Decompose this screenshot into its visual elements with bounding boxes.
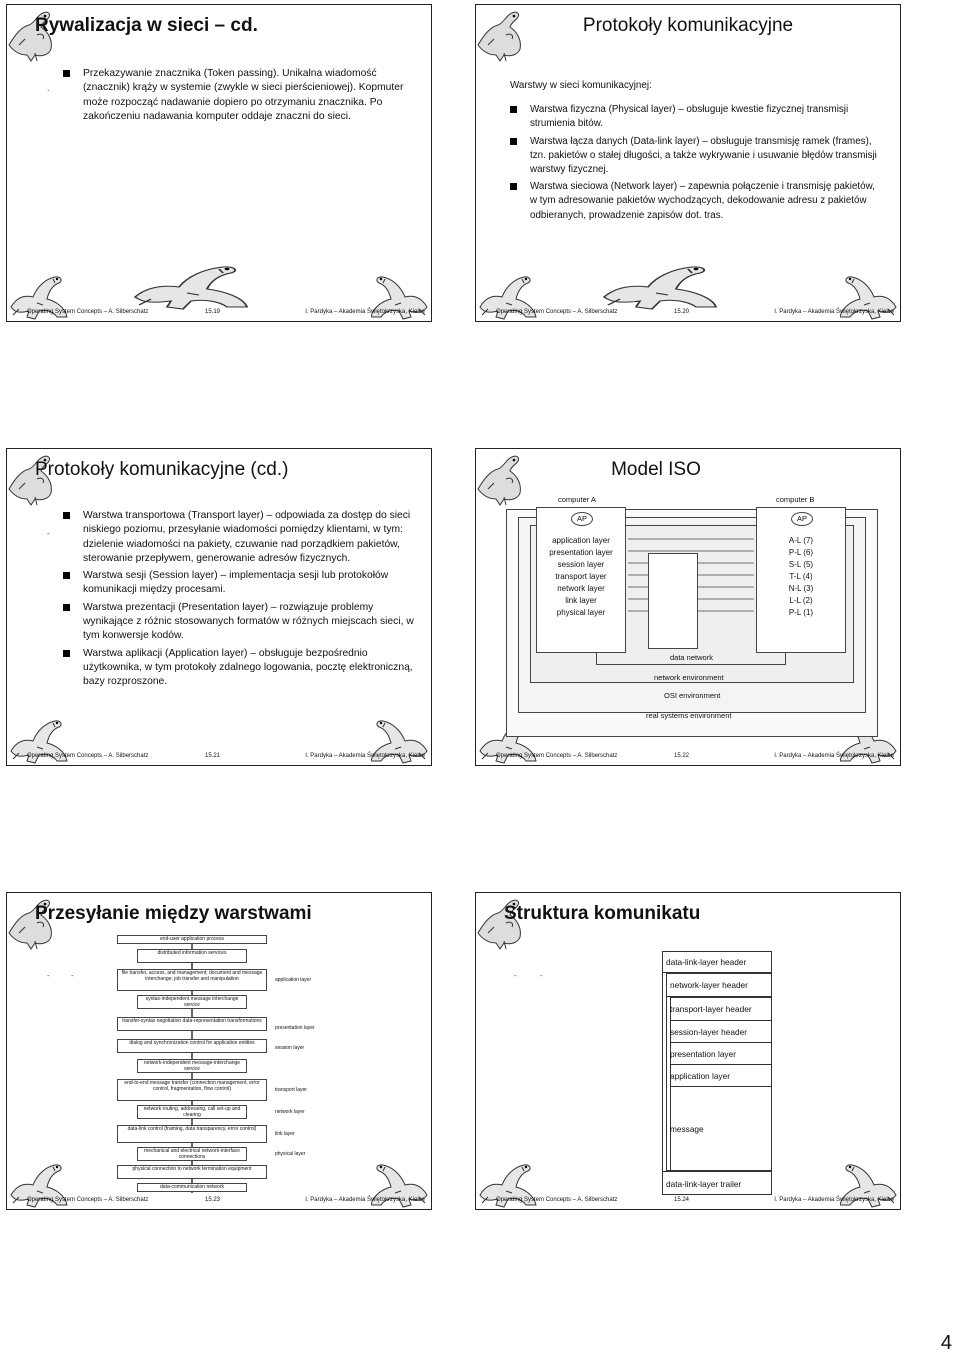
real-env-label: real systems environment xyxy=(646,711,732,720)
layer-box: physical connection to network termination equipment xyxy=(117,1165,267,1179)
footer-author: I. Pardyka – Akademia Świętokrzyska, Kielce xyxy=(305,1197,425,1203)
header-segment: transport-layer header xyxy=(670,997,772,1021)
message-structure xyxy=(662,951,772,1195)
bullet-item: Warstwa aplikacji (Application layer) – obsługuje bezpośrednio użytkownika, w tym protokoły zdalnego logowania, pocztę elektroniczną, bazy rozproszone. xyxy=(63,647,417,690)
slide-15-22 xyxy=(475,448,901,766)
ap-node: AP xyxy=(571,512,593,526)
bullet-item: Warstwa sieciowa (Network layer) – zapewnia połączenie i transmisję pakietów, w tym adresowanie pakietów wychodzących, dekodowanie adresu z pakietów odbieranych, prowadzenie zapisów dot. tras. xyxy=(510,180,880,223)
bullet-item: Warstwa fizyczna (Physical layer) – obsługuje kwestie fizycznej transmisji strumienia bitów. xyxy=(510,103,880,131)
header-segment: session-layer header xyxy=(670,1021,772,1043)
layer-label: A-L (7) xyxy=(788,536,814,545)
layer-name: application layer xyxy=(275,977,312,983)
slide-number: 15.20 xyxy=(674,309,690,315)
bullet-marker: - xyxy=(47,529,50,538)
data-network-box xyxy=(648,553,698,649)
layer-box: mechanical and electrical network-interface connections xyxy=(137,1147,247,1161)
layer-label: S-L (5) xyxy=(788,560,814,569)
layer-name: physical layer xyxy=(275,1151,306,1157)
slide-footer xyxy=(496,309,894,318)
footer-course: Operating System Concepts – A. Silberschatz xyxy=(496,1197,618,1203)
footer-author: I. Pardyka – Akademia Świętokrzyska, Kielce xyxy=(774,753,894,759)
layer-box: end-to-end message transfer (connection management, error control, fragmentation, flow control) xyxy=(117,1079,267,1101)
bullet-item: Warstwa prezentacji (Presentation layer) – rozwiązuje problemy wynikające z różnic stosowanych formatów w różnych miejscach sieci, w tym konwersje kodów. xyxy=(63,601,417,644)
slide-body xyxy=(510,79,880,226)
footer-author: I. Pardyka – Akademia Świętokrzyska, Kielce xyxy=(305,753,425,759)
footer-course: Operating System Concepts – A. Silberschatz xyxy=(27,309,149,315)
iso-model-diagram xyxy=(506,493,878,755)
slide-number: 15.19 xyxy=(205,309,221,315)
layer-label: L-L (2) xyxy=(789,596,813,605)
layer-box: data-link control (framing, data transparency, error control) xyxy=(117,1125,267,1143)
slide-footer xyxy=(27,1197,425,1206)
dinosaur-illustration xyxy=(127,251,257,311)
slide-footer xyxy=(27,309,425,318)
bullet-marker: - xyxy=(540,971,543,980)
layer-label: network layer xyxy=(557,584,605,593)
layer-name: link layer xyxy=(275,1131,295,1137)
bullet-item: Warstwa sesji (Session layer) – implementacja sesji lub protokołów komunikacji między procesami. xyxy=(63,569,417,598)
layer-label: presentation layer xyxy=(549,548,613,557)
dinosaur-illustration xyxy=(596,251,726,311)
layer-box: distributed information services xyxy=(137,949,247,963)
ap-node: AP xyxy=(791,512,813,526)
slide-title: Model ISO xyxy=(611,459,701,480)
layer-label: link layer xyxy=(565,596,597,605)
layer-name: session layer xyxy=(275,1045,305,1051)
slide-title: Rywalizacja w sieci – cd. xyxy=(35,15,258,36)
slide-number: 15.23 xyxy=(205,1197,221,1203)
footer-course: Operating System Concepts – A. Silberschatz xyxy=(27,753,149,759)
osi-env-label: OSI environment xyxy=(664,691,721,700)
bullet-item: Warstwa łącza danych (Data-link layer) – obsługuje transmisję ramek (frames), tzn. pakietów o stałej długości, a także wykrywanie i usuwanie błędów transmisji warstwy fizycznej. xyxy=(510,135,880,178)
slide-title: Przesyłanie między warstwami xyxy=(35,903,312,924)
footer-course: Operating System Concepts – A. Silberschatz xyxy=(496,309,618,315)
header-segment: application layer xyxy=(670,1065,772,1087)
bullet-marker: - xyxy=(514,971,517,980)
header-segment: presentation layer xyxy=(670,1043,772,1065)
message-segment: message xyxy=(670,1124,704,1134)
computer-b-label: computer B xyxy=(776,495,815,504)
footer-author: I. Pardyka – Akademia Świętokrzyska, Kielce xyxy=(305,309,425,315)
slide-footer xyxy=(496,753,894,762)
intro-text: Warstwy w sieci komunikacyjnej: xyxy=(510,80,652,91)
footer-course: Operating System Concepts – A. Silberschatz xyxy=(496,753,618,759)
header-segment: network-layer header xyxy=(666,973,772,997)
trailer-segment: data-link-layer trailer xyxy=(662,1171,772,1195)
layer-box: network-independent message-interchange service xyxy=(137,1059,247,1073)
layer-label: session layer xyxy=(557,560,605,569)
layer-label: P-L (1) xyxy=(788,608,814,617)
layer-box: data-communication network xyxy=(137,1183,247,1192)
page-number: 4 xyxy=(940,1332,952,1354)
bullet-item: Warstwa transportowa (Transport layer) – odpowiada za dostęp do sieci niskiego poziomu, przesyłanie wiadomości pomiędzy klientami, w tym: dzielenie wiadomości na pakiety, czuwanie nad porządkiem pakietów, sterowanie przepływem, generowanie adresów fizycznych. xyxy=(63,509,417,566)
layer-label: P-L (6) xyxy=(788,548,814,557)
layer-transfer-diagram xyxy=(117,935,417,1193)
slide-title: Protokoły komunikacyjne (cd.) xyxy=(35,459,289,480)
slide-footer xyxy=(496,1197,894,1206)
bullet-marker: - xyxy=(71,971,74,980)
layer-box: syntax-independent message interchange service xyxy=(137,995,247,1009)
layer-box: dialog and synchronization control for application entities xyxy=(117,1039,267,1053)
footer-author: I. Pardyka – Akademia Świętokrzyska, Kielce xyxy=(774,309,894,315)
slide-15-20 xyxy=(475,4,901,322)
network-env-label: network environment xyxy=(654,673,724,682)
layer-name: network layer xyxy=(275,1109,305,1115)
slide-15-23 xyxy=(6,892,432,1210)
footer-course: Operating System Concepts – A. Silberschatz xyxy=(27,1197,149,1203)
layer-label: application layer xyxy=(552,536,610,545)
slide-15-21 xyxy=(6,448,432,766)
computer-b-box xyxy=(756,507,846,653)
layer-label: T-L (4) xyxy=(789,572,813,581)
layer-box: file transfer, access, and management; document and message interchange; job transfer and manipulation xyxy=(117,969,267,991)
bullet-marker: ` xyxy=(47,89,50,98)
slide-body xyxy=(63,509,417,693)
layer-name: presentation layer xyxy=(275,1025,315,1031)
layer-label: transport layer xyxy=(555,572,607,581)
slide-15-19 xyxy=(6,4,432,322)
layer-label: physical layer xyxy=(556,608,606,617)
bullet-item: Przekazywanie znacznika (Token passing). Unikalna wiadomość (znacznik) krąży w systemie (zwykle w sieci pierścieniowej). Kopmuter może rozpocząć nadawanie dopiero po otrzymaniu znacznika. Po zakończeniu nadawania komputer oddaje znaczni do sieci. xyxy=(63,67,417,124)
slide-number: 15.22 xyxy=(674,753,690,759)
slide-15-24 xyxy=(475,892,901,1210)
layer-name: transport layer xyxy=(275,1087,307,1093)
layer-box: network routing, addressing, call set-up and clearing xyxy=(137,1105,247,1119)
computer-a-label: computer A xyxy=(558,495,596,504)
layer-box: transfer-syntax negotiation data-representation transformations xyxy=(117,1017,267,1031)
data-network-label: data network xyxy=(670,653,713,662)
computer-a-box xyxy=(536,507,626,653)
slide-title: Protokoły komunikacyjne xyxy=(582,15,794,36)
slide-number: 15.21 xyxy=(205,753,221,759)
slide-body xyxy=(63,67,417,127)
footer-author: I. Pardyka – Akademia Świętokrzyska, Kielce xyxy=(774,1197,894,1203)
slide-number: 15.24 xyxy=(674,1197,690,1203)
bullet-marker: - xyxy=(47,971,50,980)
slide-footer xyxy=(27,753,425,762)
header-segment: data-link-layer header xyxy=(662,951,772,973)
slide-title: Struktura komunikatu xyxy=(504,903,701,924)
layer-box: end-user application process xyxy=(117,935,267,944)
layer-label: N-L (3) xyxy=(788,584,814,593)
